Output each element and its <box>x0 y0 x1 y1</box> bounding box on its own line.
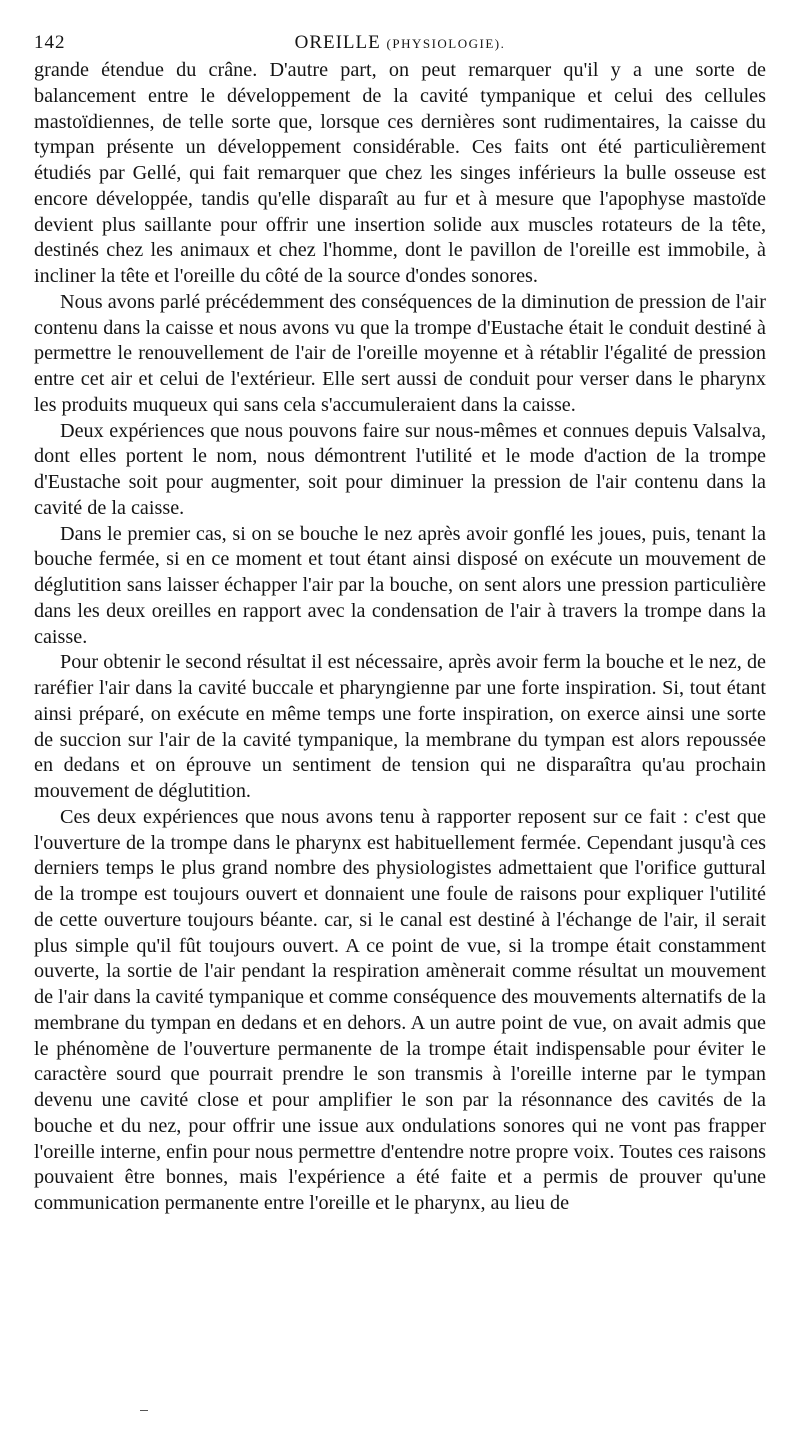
paragraph: Pour obtenir le second résultat il est nécessaire, après avoir ferm la bouche et le nez, de raréfier l'air dans la cavité buccale et pharyngienne par une forte inspiration. Si, tout étant ainsi préparé, on exécute en même temps une forte inspiration, on exerce ainsi une sorte de succion sur l'air de la cavité tympanique, la membrane du tympan est alors repoussée en dedans et on éprouve un sentiment de tension qui ne disparaîtra qu'au prochain mouvement de déglutition. <box>34 651 766 802</box>
running-title <box>34 28 766 59</box>
print-mark <box>140 1410 148 1411</box>
running-head <box>34 28 766 58</box>
body-text <box>34 58 766 1217</box>
paragraph: Nous avons parlé précédemment des conséquences de la diminution de pression de l'air contenu dans la caisse et nous avons vu que la trompe d'Eustache était le conduit destiné à permettre le renouvellement de l'air de l'oreille moyenne et à rétablir l'égalité de pression entre cet air et celui de l'extérieur. Elle sert aussi de conduit pour verser dans le pharynx les produits muqueux qui sans cela s'accumuleraient dans la caisse. <box>34 290 766 416</box>
running-title-main: OREILLE <box>294 32 381 53</box>
running-title-sub: (PHYSIOLOGIE). <box>386 36 506 51</box>
paragraph: Deux expériences que nous pouvons faire sur nous-mêmes et connues depuis Valsalva, dont elles portent le nom, nous démontrent l'utilité et le mode d'action de la trompe d'Eustache soit pour augmenter, soit pour diminuer la pression de l'air contenu dans la cavité de la caisse. <box>34 419 766 519</box>
paragraph-continuation: grande étendue du crâne. D'autre part, on peut remarquer qu'il y a une sorte de balancement entre le développement de la cavité tympanique et celui des cellules mastoïdiennes, de telle sorte que, lorsque ces dernières sont rudimentaires, la caisse du tympan présente un développement considérable. Ces faits ont été particulièrement étudiés par Gellé, qui fait remarquer que chez les singes inférieurs la bulle osseuse est encore développée, tandis qu'elle disparaît au fur et à mesure que l'apophyse mastoïde devient plus saillante pour offrir une insertion solide aux muscles rotateurs de la tête, destinés chez les animaux et chez l'homme, dont le pavillon de l'oreille est immobile, à incliner la tête et l'oreille du côté de la source d'ondes sonores. <box>34 59 766 287</box>
paragraph: Ces deux expériences que nous avons tenu à rapporter reposent sur ce fait : c'est que l'ouverture de la trompe dans le pharynx est habituellement fermée. Cependant jusqu'à ces derniers temps le plus grand nombre des physiologistes admettaient que l'orifice guttural de la trompe est toujours ouvert et donnaient une foule de raisons pour expliquer l'utilité de cette ouverture toujours béante. car, si le canal est destiné à l'échange de l'air, il serait plus simple qu'il fût toujours ouvert. A ce point de vue, si la trompe était constamment ouverte, la sortie de l'air pendant la respiration amènerait comme résultat un mouvement de l'air dans la cavité tympanique et comme conséquence des mouvements alternatifs de la membrane du tympan en dedans et en dehors. A un autre point de vue, on avait admis que le phénomène de l'ouverture permanente de la trompe était indispensable pour éviter le caractère sourd que pourrait prendre le son transmis à l'oreille interne par le tympan devenu une cavité close et pour amplifier le son par la résonnance des cavités de la bouche et du nez, pour offrir une issue aux ondulations sonores qui ne vont pas frapper l'oreille interne, enfin pour nous permettre d'entendre notre propre voix. Toutes ces raisons pouvaient être bonnes, mais l'expérience a été faite et a permis de prouver qu'une communication permanente entre l'oreille et le pharynx, au lieu de <box>34 805 766 1214</box>
book-page <box>34 28 766 1217</box>
paragraph: Dans le premier cas, si on se bouche le nez après avoir gonflé les joues, puis, tenant la bouche fermée, si en ce moment et tout étant ainsi disposé on exécute un mouvement de déglutition sans laisser échapper l'air par la bouche, on sent alors une pression particulière dans les deux oreilles en rapport avec la condensation de l'air à travers la trompe dans la caisse. <box>34 522 766 648</box>
page-number: 142 <box>34 32 66 53</box>
